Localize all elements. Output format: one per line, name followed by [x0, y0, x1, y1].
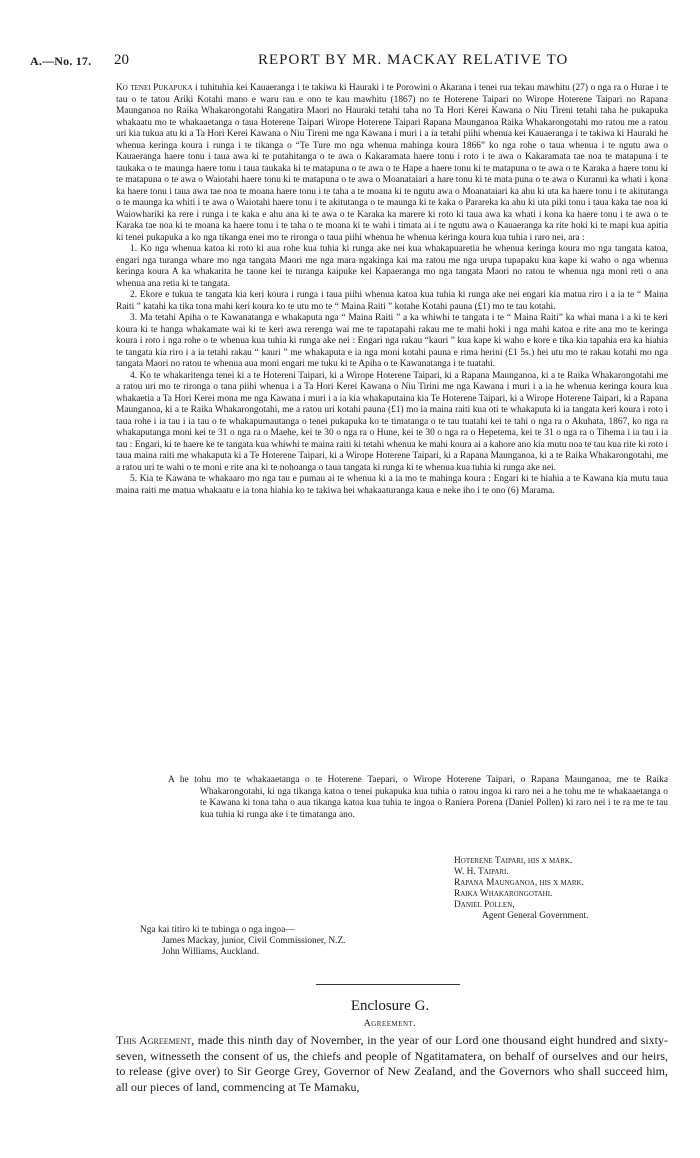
deed-clause-3: 3. Ma tetahi Apiha o te Kawanatanga e whakaputa nga “ Maina Raiti ” a ka whiwhi te tangata i te “ Maina Raiti” ka whai mana i a ki te keri koura ki te hanga whakamate wai ki te keri awa rerenga wai me te tapatapahi rakau me te mahi hoki i nga mahi katoa e rite ana mo te keringa koura i roto i nga rohe o te whenua kua tuhia ki runga ake nei : Engari nga rakau “kauri ” kua kape ki waho e kore e tika kia tapahia era ka hiahia te tangata kia riro i a ia tetahi rakau “ kauri ” me whakaputa e ia nga moni kotahi pauna e rima herini (£1 5s.) hei utu mo te rakau kotahi mo nga tangata Maori no ratou te whenua aua moni engari me tuku ki te Apiha o te Kawanatanga i te tuatahi.: [116, 313, 668, 369]
deed-intro-text: i tuhituhia kei Kauaeranga i te takiwa ki Hauraki i te Porowini o Akarana i tenei rua tekau mawhitu (27) o nga ra o Hurae i te tau o te tatou Ariki Kotahi mano e waru rau e ono te kau mawhitu (1867) no te Hoterene Taipari no Wirope Hoterene Taipari no Rapana Maunganoa no Raika Whakarongotahi Rangatira Maori no Hauraki tetahi taha no Ta Hori Kerei Kawana o Niu Tireni tetahi taha he pukapuka whakaatu mo te whakaaetanga o taua Hoterene Taipari Wirope Hoterene Taipari Rapana Maunganoa Raika Whakarongotahi mo ratou me a ratou uri kia tukua atu ki a Ta Hori Kerei Kawana o Niu Tireni me nga Kawana i muri i a ia tetahi piihi whenua kei Kauaeranga i te takiwa ki Hauraki he whenua keringa koura i runga i te tikanga o “Te Ture mo nga whenua mahinga koura 1866” ko nga rohe o taua whenua i te ngutu awa o Kauaeranga haere tonu i taua awa ki te putahitanga o te awa o Kakaramata haere tonu i roto i te awa o Kakaramata tae noa te matapuna i te taukaka o te maunga haere tonu i taua taukaka ki te matapuna o te awa o te Hape a haere tonu ki te matapuna o te awa o te Karaka a haere tonu ki te matapuna o te awa o Waiotahi haere tonu ki te matapuna o te awa o Moanataiari a hare tonu ki te mata puna o te awa o Kuranui ka whati i kona ka haere tonu i taua awa tae noa te moana haere tonu i te taha a te moana ki te ngutu awa o Moanataiari ka ahu ki uta ka haere tonu i te akitutanga o te maunga ka whiti i te awa o Waiotahi haere tonu i te akitutanga o te maunga ki te kaka o Parareka ka ahu ki uta piki tonu i taua kaka tae noa ki Waiowhariki ka rere i runga i te kaka e ahu ana ki te awa o te Karaka ka marere ki roto ki taua awa ka whati i kona ka haere tonu i te awa o te Karaka tae noa ki te moana ka haere tonu i te taha o te moana ki te wahi i timata ai i te ngutu awa o Kauaeranga ka rite hoki ki te mapi kua apitia ki tenei pukapuka a ko nga tikanga enei mo te rironga o taua piihi whenua he whenua keringa koura kua tuhia i raro nei, ara :: [116, 83, 669, 243]
enclosure-subtitle: Agreement.: [363, 1019, 417, 1029]
agreement-paragraph: [116, 1033, 668, 1095]
attestation-text: A he tohu mo te whakaaetanga o te Hoterene Taepari, o Wirope Hoterene Taipari, o Rapana Maunganoa, me te Raika Whakarongotahi, ki nga tikanga katoa o tenei pukapuka kua tuhia o ratou ingoa ki raro nei a he tohu me te whakaaetanga o te Kawana ki tona taha o aua tikanga katoa kua tuhia te ingoa o Raniera Porena (Daniel Pollen) ki raro nei i te ra me te tau kua tuhia ki runga ake i te timatanga ano.: [168, 775, 668, 820]
deed-paragraph-intro: [116, 83, 668, 244]
signature-line: Hoterene Taipari, his x mark.: [454, 856, 573, 866]
witness-name: James Mackay, junior, Civil Commissioner, N.Z.: [162, 936, 346, 946]
section-divider: [316, 984, 460, 985]
deed-clause-5: 5. Kia te Kawana te whakaaro mo nga tau e pumau ai te whenua ki a ia mo te mahinga koura : Engari ki te hiahia a te Kawana kia mutu taua maina raiti me matua whakaatu e ia tona hiahia ko te takiwa hei whakaaturanga kaua e neke iho i te ono (6) Marama.: [116, 474, 668, 496]
deed-lead-words: Ko tenei Pukapuka: [116, 83, 193, 93]
signature-line: W. H. Taipari.: [454, 867, 509, 877]
attestation-clause: [168, 775, 668, 821]
deed-clause-4: 4. Ko te whakaritenga tenei ki a te Hotereni Taipari, ki a Wirope Hoterene Taipari, ki a Rapana Maunganoa, ki a te Raika Whakarongotahi me a ratou uri mo te rironga o tana piihi whenua i a Ta Hori Kerei Kawana o Niu Tirini me nga Kawana i muri i a ia he whenua keringa koura kua whakaetia a Ta Hori Kerei mona me nga Kawana i muri i a ia kia whakaputaina kia Te Hoterene Taipari, ki a Wirope Hoterene Taipari, ki a Rapana Maunganoa, ki a te Raika Whakarongotahi, me a ratou uri kotahi pauna (£1) mo ia maina raiti kua oti te whakaputa ki ia tangata keri koura i roto i taua rohe i ia tau i ia tau o te whakapumautanga o tenei pukapuka ko te timatanga o te tau tuatahi kei te tahi o nga ra o Akuhata, 1867, ko nga ra whakaputanga moni kei te 31 o nga ra o Maehe, kei te 30 o nga ra o Hune, kei te 30 o nga ra o Hepetema, kei te 31 o nga ra o Tihema i ia tau i ia tau : Engari, ki te haere ke te tangata kua whiwhi te maina raiti ki tetahi whenua ke mahi koura ai a kahore ano kia mutu noa te tau kua rite ki roto i taua maina raiti me whakaputa ki a Te Hoterene Taipari, ki a Wirope Hoterene Taipari, ki a Rapana Maunganoa, ki a te Raika Whakarongotahi, me a ratou uri te wahi o te moni e rite ana ki te nohoanga o taua tangata ki runga ki te whenua kua tuhia ki runga ake nei.: [116, 370, 668, 473]
running-title: REPORT BY MR. MACKAY RELATIVE TO: [258, 52, 569, 68]
signature-line: Rapana Maunganoa, his x mark.: [454, 878, 584, 888]
page-header: [30, 54, 670, 74]
signature-line: Raika Whakarongotahi.: [454, 889, 553, 899]
document-reference: A.—No. 17.: [30, 54, 92, 68]
agreement-text: [116, 1033, 668, 1095]
enclosure-title: Enclosure G.: [350, 998, 430, 1014]
signature-line: Daniel Pollen,: [454, 900, 515, 910]
agreement-lead-words: This Agreement,: [116, 1033, 195, 1047]
witness-name: John Williams, Auckland.: [162, 947, 259, 957]
witness-block: [140, 925, 346, 958]
deed-clause-1: 1. Ko nga whenua katoa ki roto ki aua rohe kua tuhia ki runga ake nei kua whakapuaretia he whenua keringa koura mo nga tangata katoa, engari nga turanga whare mo nga tangata Maori me nga mara ngakinga kai ma ratou me nga urupa tupapaku kua kape ki waho o nga whenua keringa koura A ka whakarita he taone kei te turanga kaipuke kei Kapaeranga mo nga tangata Maori no ratou te whenua nga moni reti o ana whenua ana retia ki te tangata.: [116, 244, 668, 289]
agreement-body: made this ninth day of November, in the year of our Lord one thousand eight hundred and sixty-seven, witnesseth the consent of us, the chiefs and people of Ngatitamatera, on behalf of ourselves and our heirs, to release (give over) to Sir George Grey, Governor of New Zealand, and the Governors who shall succeed him, all our pieces of land, commencing at Te Mamaku,: [116, 1033, 669, 1094]
signature-title: Agent General Government.: [482, 911, 589, 921]
page-number: 20: [114, 52, 129, 68]
deed-clause-2: 2. Ekore e tukua te tangata kia keri koura i runga i taua piihi whenua katoa kua tuhia ki runga ake nei engari kia matua riro i a ia te “ Maina Raiti ” katahi ka tika tona mahi keri koura ko te utu mo te “ Maina Raiti ” kotahe Kotahi pauna (£1) mo te tau kotahi.: [116, 290, 668, 312]
signature-list: [454, 856, 588, 922]
maori-deed-text: [116, 83, 668, 497]
witness-intro: Nga kai titiro ki te tubinga o nga ingoa—: [140, 925, 295, 935]
